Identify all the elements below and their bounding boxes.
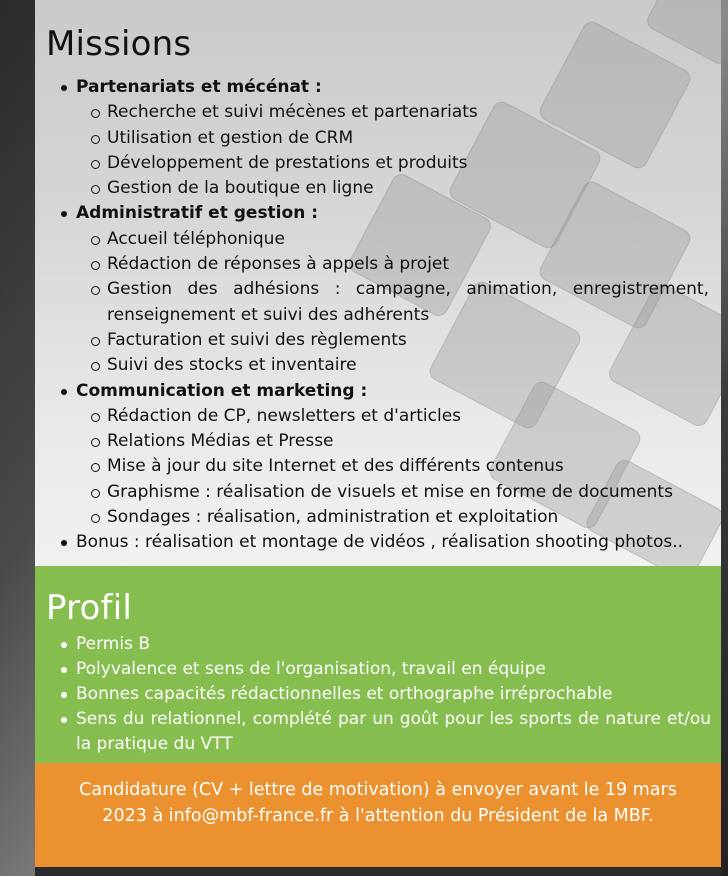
mission-item: Gestion de la boutique en ligne [76,176,721,201]
mission-item: Rédaction de réponses à appels à projet [76,252,721,277]
mission-bonus: Bonus : réalisation et montage de vidéos , réalisation shooting photos.. [46,530,721,555]
profil-item: Sens du relationnel, complété par un goût pour les sports de nature et/ou la pratique du VTT [46,707,711,757]
mission-item: Graphisme : réalisation de visuels et mise en forme de documents [76,480,721,505]
mission-item: Facturation et suivi des règlements [76,328,721,353]
mission-item: Utilisation et gestion de CRM [76,126,721,151]
mission-group-label: Administratif et gestion : [76,203,319,224]
mission-sublist [76,404,721,530]
mission-item: Accueil téléphonique [76,227,721,252]
mission-group [46,201,721,378]
mission-group [46,379,721,531]
mission-item: Développement de prestations et produits [76,151,721,176]
profil-title: Profil [46,588,133,628]
missions-title: Missions [46,24,192,64]
mission-sublist [76,227,721,379]
mission-item: Suivi des stocks et inventaire [76,353,721,378]
mission-group-label: Partenariats et mécénat : [76,77,322,97]
mission-item: Rédaction de CP, newsletters et d'articles [76,404,721,429]
profil-section [35,566,721,763]
mission-group [46,75,721,201]
missions-content [35,0,721,556]
mission-item: Mise à jour du site Internet et des différents contenus [76,454,721,479]
bottom-edge [35,867,721,876]
mission-item: Gestion des adhésions : campagne, animation, enregistrement, renseignement et suivi des adhérents [76,277,721,328]
profil-item: Polyvalence et sens de l'organisation, travail en équipe [46,657,711,682]
mission-group-label: Communication et marketing : [76,380,368,401]
mission-item: Recherche et suivi mécènes et partenariats [76,100,721,125]
profil-item: Permis B [46,632,711,657]
mission-item: Relations Médias et Presse [76,429,721,454]
missions-list [46,75,721,556]
mission-sublist [76,100,721,201]
mission-item: Sondages : réalisation, administration et exploitation [76,505,721,530]
job-offer-panel [35,0,721,876]
profil-item: Bonnes capacités rédactionnelles et orthographe irréprochable [46,682,711,707]
candidature-text: Candidature (CV + lettre de motivation) à envoyer avant le 19 mars 2023 à info@mbf-france.fr à l'attention du Président de la MBF. [79,780,677,826]
missions-section [35,0,721,566]
candidature-banner [35,763,721,867]
profil-list [46,632,711,757]
